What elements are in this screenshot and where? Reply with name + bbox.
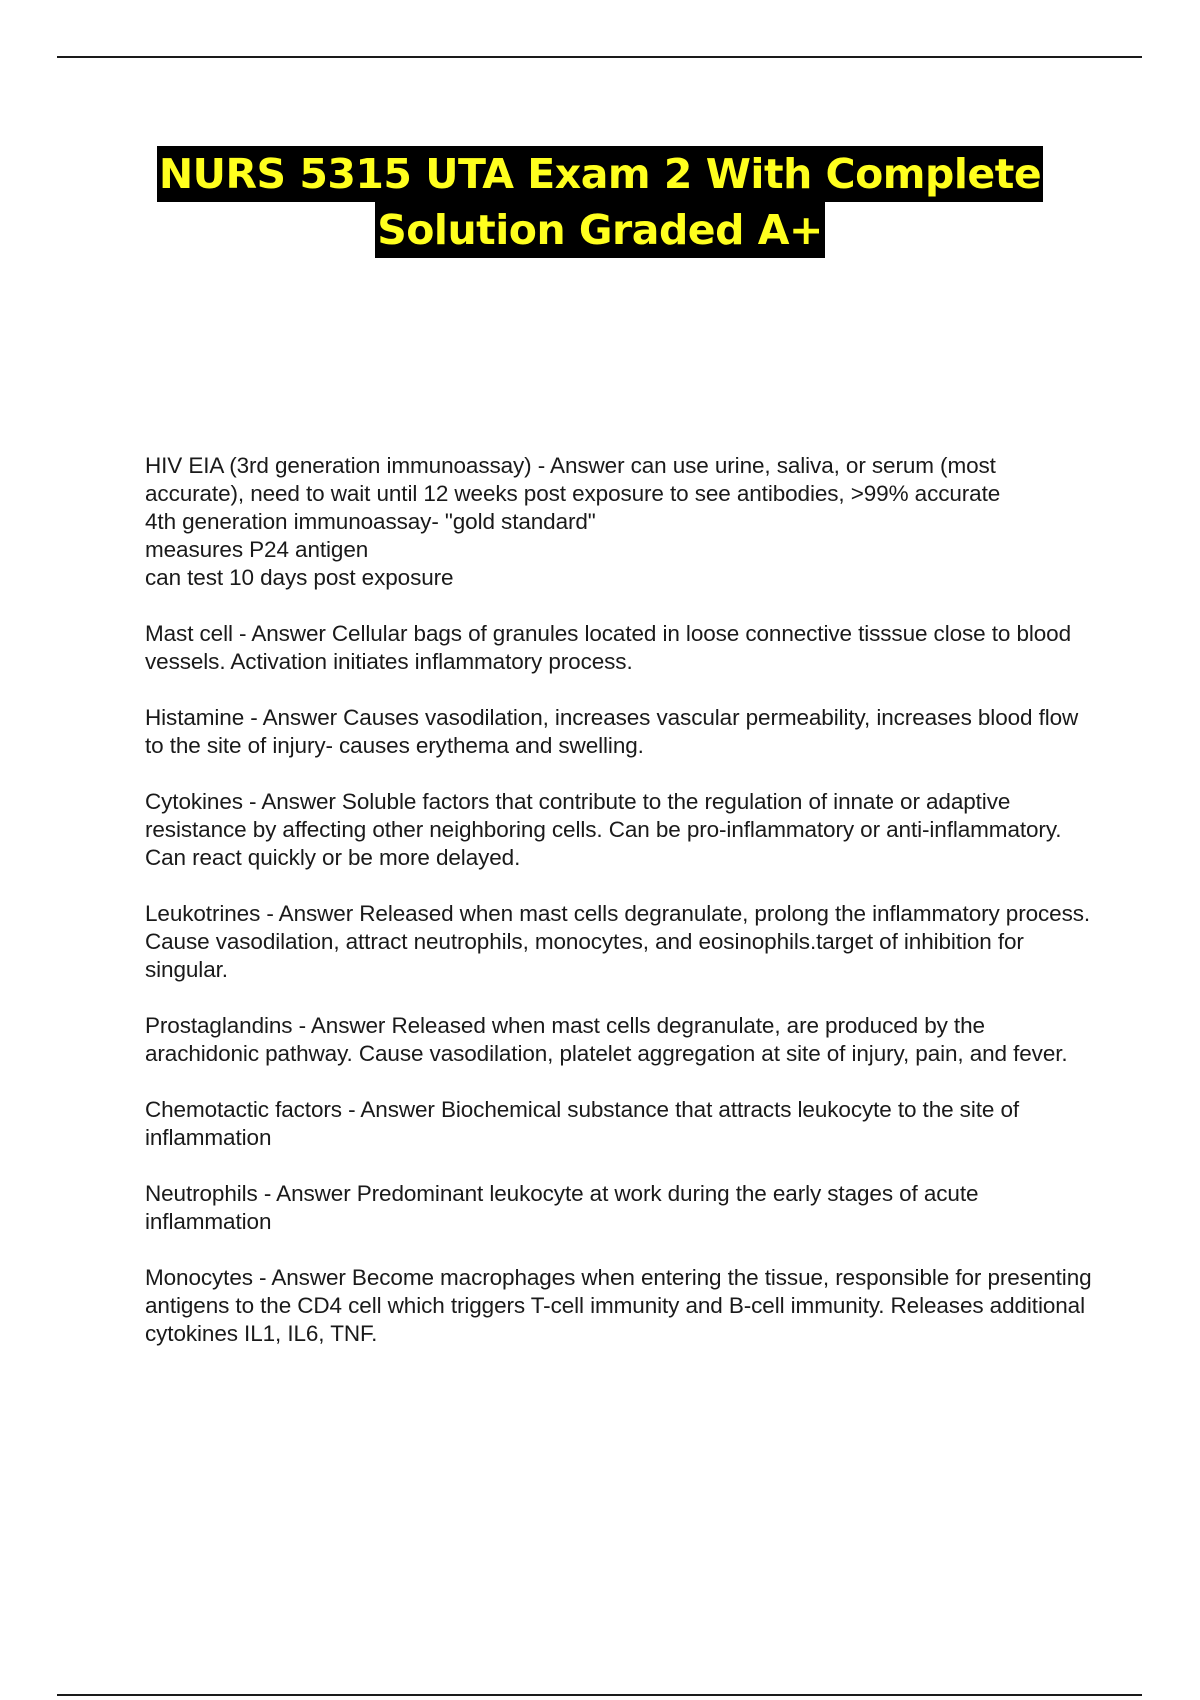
entry-text: Mast cell - Answer Cellular bags of granules located in loose connective tisssue close to blood vessels. Activation initiates inflammatory process. <box>145 621 1071 674</box>
entry-text: Cytokines - Answer Soluble factors that contribute to the regulation of innate or adaptive resistance by affecting other neighboring cells. Can be pro-inflammatory or anti-inflammatory. Can react quickly or be more delayed. <box>145 789 1062 870</box>
entry-text: Monocytes - Answer Become macrophages when entering the tissue, responsible for presenting antigens to the CD4 cell which triggers T-cell immunity and B-cell immunity. Releases additional cytokines IL1, IL6, TNF. <box>145 1265 1092 1346</box>
document-title <box>60 146 1140 258</box>
top-rule <box>57 56 1142 58</box>
entry-text: 4th generation immunoassay- "gold standard" <box>145 509 596 534</box>
entry-text: Leukotrines - Answer Released when mast cells degranulate, prolong the inflammatory process. Cause vasodilation, attract neutrophils, monocytes, and eosinophils.target of inhibition for singular. <box>145 901 1091 982</box>
qa-entry-histamine <box>145 704 1095 760</box>
bottom-rule <box>57 1694 1142 1696</box>
title-line-1: NURS 5315 UTA Exam 2 With Complete <box>157 146 1043 202</box>
qa-list <box>145 452 1095 1376</box>
entry-text: Prostaglandins - Answer Released when mast cells degranulate, are produced by the arachidonic pathway. Cause vasodilation, platelet aggregation at site of injury, pain, and fever. <box>145 1013 1068 1066</box>
qa-entry-chemotactic-factors <box>145 1096 1095 1152</box>
qa-entry-prostaglandins <box>145 1012 1095 1068</box>
entry-text: can test 10 days post exposure <box>145 565 454 590</box>
title-line-2: Solution Graded A+ <box>375 202 825 258</box>
qa-entry-monocytes <box>145 1264 1095 1348</box>
qa-entry-leukotrines <box>145 900 1095 984</box>
qa-entry-mast-cell <box>145 620 1095 676</box>
entry-text: Histamine - Answer Causes vasodilation, increases vascular permeability, increases blood flow to the site of injury- causes erythema and swelling. <box>145 705 1079 758</box>
entry-text: HIV EIA (3rd generation immunoassay) - Answer can use urine, saliva, or serum (most accurate), need to wait until 12 weeks post exposure to see antibodies, >99% accurate <box>145 453 1001 506</box>
qa-entry-neutrophils <box>145 1180 1095 1236</box>
entry-text: Chemotactic factors - Answer Biochemical substance that attracts leukocyte to the site of inflammation <box>145 1097 1020 1150</box>
qa-entry-hiv-eia <box>145 452 1095 592</box>
qa-entry-cytokines <box>145 788 1095 872</box>
entry-text: measures P24 antigen <box>145 537 369 562</box>
entry-text: Neutrophils - Answer Predominant leukocyte at work during the early stages of acute inflammation <box>145 1181 979 1234</box>
